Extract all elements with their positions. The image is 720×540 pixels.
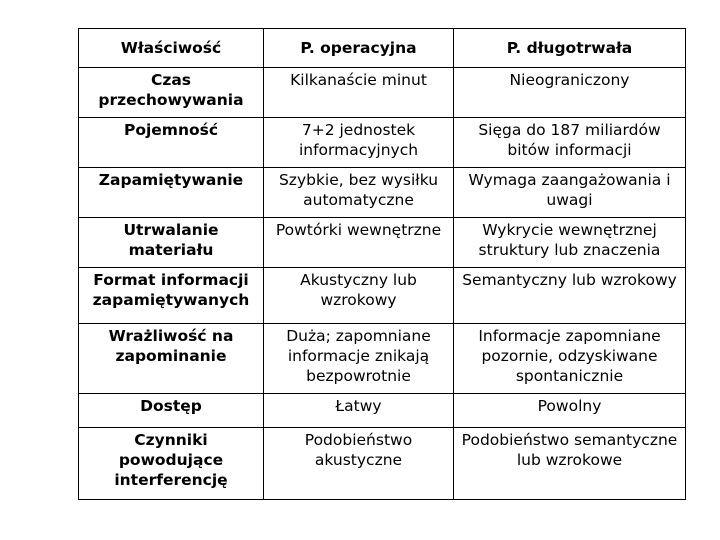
table-row <box>79 428 686 500</box>
short-term-cell: Akustyczny lub wzrokowy <box>264 268 454 324</box>
long-term-cell: Podobieństwo semantyczne lub wzrokowe <box>454 428 686 500</box>
short-term-cell: 7+2 jednostek informacyjnych <box>264 118 454 168</box>
short-term-cell: Kilkanaście minut <box>264 68 454 118</box>
row-label: Utrwalanie materiału <box>79 218 264 268</box>
row-label: Pojemność <box>79 118 264 168</box>
row-label: Wrażliwość na zapominanie <box>79 324 264 394</box>
row-label: Format informacji zapamiętywanych <box>79 268 264 324</box>
long-term-cell: Wykrycie wewnętrznej struktury lub znaczenia <box>454 218 686 268</box>
comparison-table <box>78 28 686 500</box>
short-term-cell: Podobieństwo akustyczne <box>264 428 454 500</box>
long-term-cell: Wymaga zaangażowania i uwagi <box>454 168 686 218</box>
short-term-cell: Łatwy <box>264 394 454 428</box>
short-term-cell: Powtórki wewnętrzne <box>264 218 454 268</box>
short-term-cell: Szybkie, bez wysiłku automatyczne <box>264 168 454 218</box>
long-term-cell: Informacje zapomniane pozornie, odzyskiwane spontanicznie <box>454 324 686 394</box>
row-label: Czas przechowywania <box>79 68 264 118</box>
long-term-cell: Nieograniczony <box>454 68 686 118</box>
table-row <box>79 168 686 218</box>
table-row <box>79 268 686 324</box>
header-property: Właściwość <box>79 29 264 68</box>
row-label: Dostęp <box>79 394 264 428</box>
long-term-cell: Powolny <box>454 394 686 428</box>
header-long-term-memory: P. długotrwała <box>454 29 686 68</box>
table-row <box>79 394 686 428</box>
header-short-term-memory: P. operacyjna <box>264 29 454 68</box>
table-row <box>79 68 686 118</box>
row-label: Zapamiętywanie <box>79 168 264 218</box>
long-term-cell: Semantyczny lub wzrokowy <box>454 268 686 324</box>
table-row <box>79 118 686 168</box>
table-row <box>79 324 686 394</box>
table-row <box>79 218 686 268</box>
header-row <box>79 29 686 68</box>
short-term-cell: Duża; zapomniane informacje znikają bezpowrotnie <box>264 324 454 394</box>
long-term-cell: Sięga do 187 miliardów bitów informacji <box>454 118 686 168</box>
row-label: Czynniki powodujące interferencję <box>79 428 264 500</box>
